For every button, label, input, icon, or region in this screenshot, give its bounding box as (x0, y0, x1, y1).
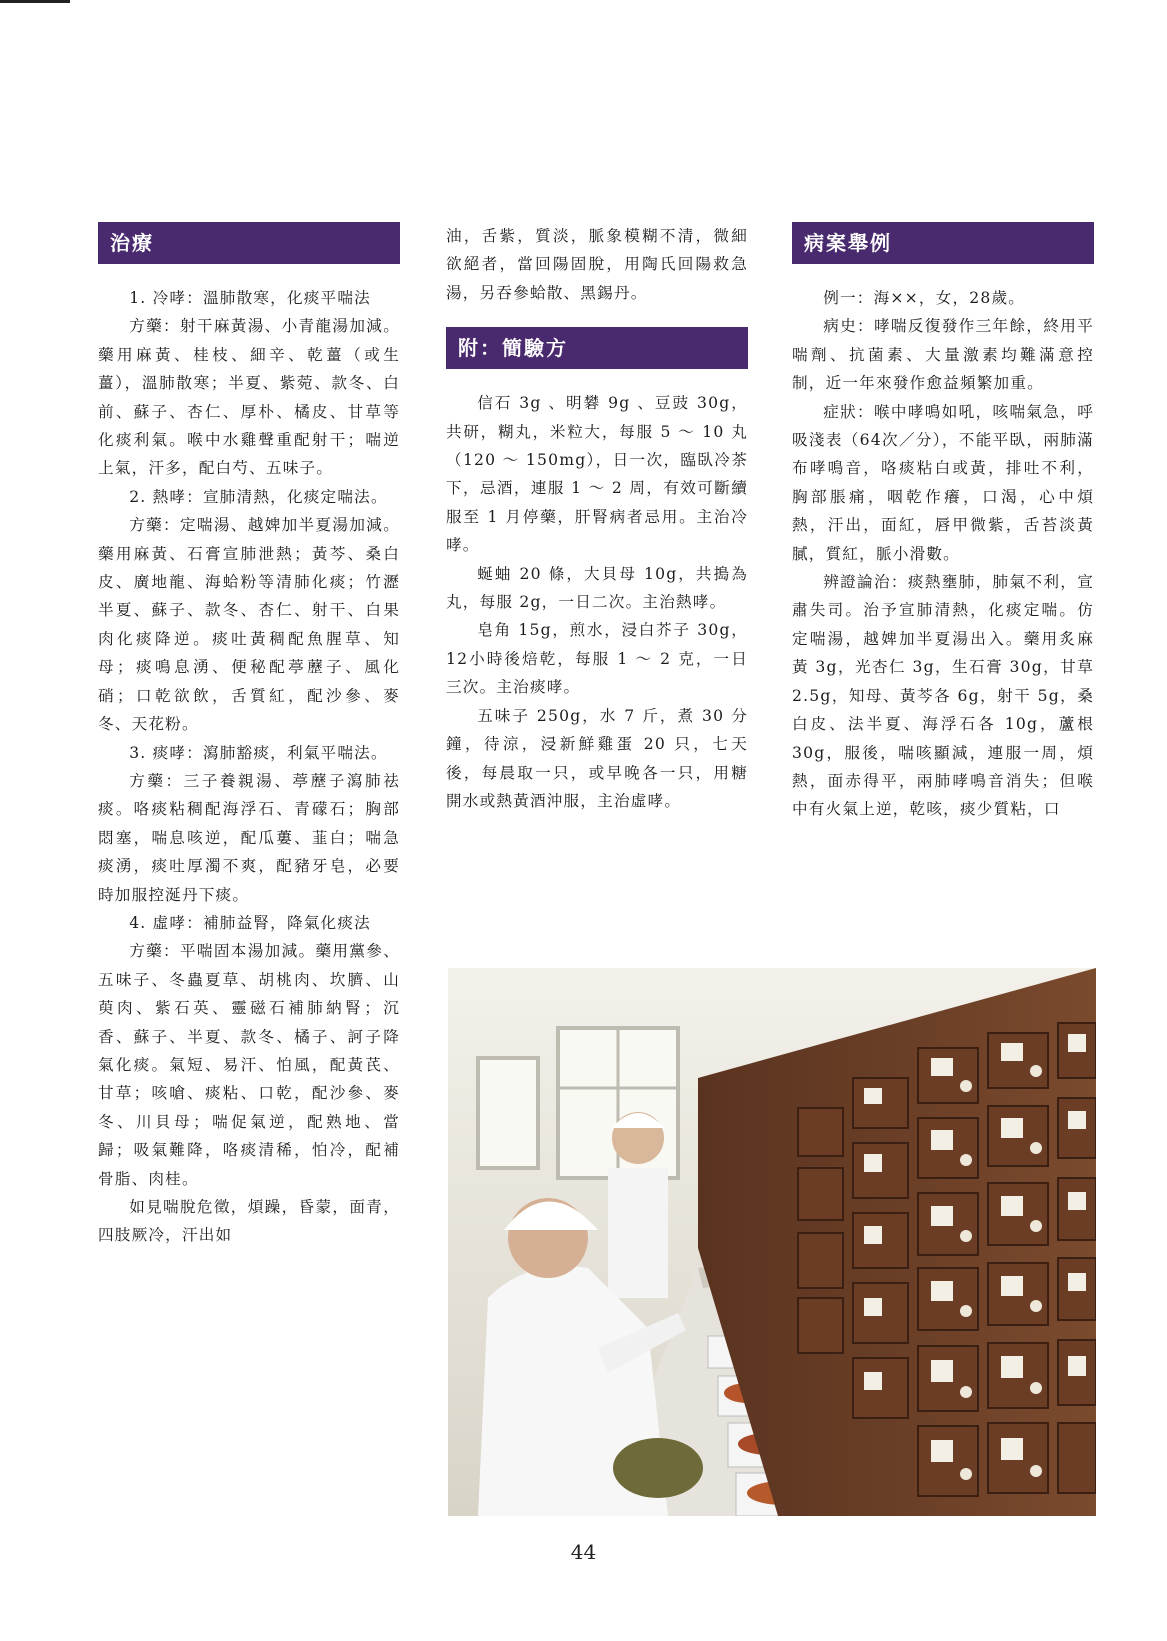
paragraph: 1. 冷哮：溫肺散寒，化痰平喘法 (129, 289, 371, 307)
pharmacy-illustration (448, 968, 1096, 1516)
column-case-example (792, 222, 1094, 824)
paragraph: 如見喘脫危徵，煩躁，昏蒙，面青，四肢厥冷，汗出如 (98, 1198, 400, 1245)
paragraph: 例一：海××，女，28歲。 (823, 289, 1026, 307)
herb-bowl (613, 1438, 703, 1498)
column-treatment (98, 222, 400, 1250)
case-example-body (792, 284, 1094, 824)
pharmacy-photo (448, 968, 1096, 1516)
paragraph: 病史：哮喘反復發作三年餘，終用平喘劑、抗菌素、大量激素均難滿意控制，近一年來發作愈益頻繁加重。 (792, 317, 1094, 393)
paragraph: 方藥：定喘湯、越婢加半夏湯加減。藥用麻黃、石膏宣肺泄熱；黃芩、桑白皮、廣地龍、海蛤粉等清肺化痰；竹瀝半夏、蘇子、款冬、杏仁、射干、白果肉化痰降逆。痰吐黃稠配魚腥草、知母；痰鳴息湧、便秘配葶藶子、風化硝；口乾欲飲，舌質紅，配沙參、麥冬、天花粉。 (98, 516, 400, 734)
paragraph: 信石 3g 、明礬 9g 、豆豉 30g，共研，糊丸，米粒大，每服 5 ～ 10 丸（120 ～ 150mg），日一次，臨臥冷茶下，忌酒，連服 1 ～ 2 周，有效可斷續服至 1 月停藥，肝腎病者忌用。主治冷哮。 (446, 394, 748, 555)
paragraph: 方藥：三子養親湯、葶藶子瀉肺祛痰。咯痰粘稠配海浮石、青礞石；胸部悶塞，喘息咳逆，配瓜蔞、韮白；喘急痰湧，痰吐厚濁不爽，配豬牙皂，必要時加服控涎丹下痰。 (98, 771, 400, 904)
section-heading-treatment: 治療 (98, 222, 400, 264)
crop-mark (0, 0, 70, 21)
paragraph: 皂角 15g，煎水，浸白芥子 30g，12小時後焙乾，每服 1 ～ 2 克，一日三次。主治痰哮。 (446, 621, 748, 697)
paragraph: 3. 痰哮：瀉肺豁痰，利氣平喘法。 (129, 743, 388, 762)
paragraph: 方藥：射干麻黃湯、小青龍湯加減。藥用麻黃、桂枝、細辛、乾薑（或生薑），溫肺散寒；半夏、紫菀、款冬、白前、蘇子、杏仁、厚朴、橘皮、甘草等化痰利氣。喉中水雞聲重配射干；喘逆上氣，汗多，配白芍、五味子。 (98, 317, 400, 478)
page-number: 44 (570, 1540, 597, 1564)
simple-remedies-body (446, 389, 748, 815)
paragraph: 辨證論治：痰熱壅肺，肺氣不利，宣肅失司。治予宣肺清熱，化痰定喘。仿定喘湯，越婢加半夏湯出入。藥用炙麻黃 3g，光杏仁 3g，生石膏 30g，甘草 2.5g，知母、黃芩各 6g，射干 5g，桑白皮、法半夏、海浮石各 10g，蘆根 30g，服後，喘咳顯減，連服一周，煩熱，面赤得平，兩肺哮鳴音消失；但喉中有火氣上逆，乾咳，痰少質粘，口 (792, 573, 1094, 819)
column-simple-remedies (446, 222, 748, 815)
paragraph: 2. 熱哮：宣肺清熱，化痰定喘法。 (129, 487, 388, 506)
paragraph: 方藥：平喘固本湯加減。藥用黨參、五味子、冬蟲夏草、胡桃肉、坎臍、山萸肉、紫石英、靈磁石補肺納腎；沉香、蘇子、半夏、款冬、橘子、訶子降氣化痰。氣短、易汗、怕風，配黃芪、甘草；咳嗆、痰粘、口乾，配沙參、麥冬、川貝母；喘促氣逆，配熟地、當歸；吸氣難降，咯痰清稀，怕冷，配補骨脂、肉桂。 (98, 942, 400, 1188)
pharmacist-back (608, 1112, 668, 1298)
section-heading-simple-remedies: 附：簡驗方 (446, 327, 748, 369)
paragraph: 五味子 250g，水 7 斤，煮 30 分鐘，待涼，浸新鮮雞蛋 20 只，七天後，每晨取一只，或早晚各一只，用糖開水或熱黃酒沖服，主治虛哮。 (446, 706, 748, 810)
treatment-body (98, 284, 400, 1250)
paragraph: 蜒蚰 20 條，大貝母 10g，共搗為丸，每服 2g，一日二次。主治熱哮。 (446, 564, 748, 612)
paragraph: 4. 虛哮：補肺益腎，降氣化痰法 (129, 913, 371, 932)
paragraph: 症狀：喉中哮鳴如吼，咳喘氣急，呼吸淺表（64次／分），不能平臥，兩肺滿布哮鳴音，咯痰粘白或黃，排吐不利，胸部脹痛，咽乾作癢，口渴，心中煩熱，汗出，面紅，唇甲微紫，舌苔淡黃膩，質紅，脈小滑數。 (792, 402, 1094, 563)
section-heading-case-example: 病案舉例 (792, 222, 1094, 264)
continued-paragraph: 油，舌紫，質淡，脈象模糊不清，微細欲絕者，當回陽固脫，用陶氏回陽救急湯，另吞參蛤散、黑錫丹。 (446, 227, 748, 302)
